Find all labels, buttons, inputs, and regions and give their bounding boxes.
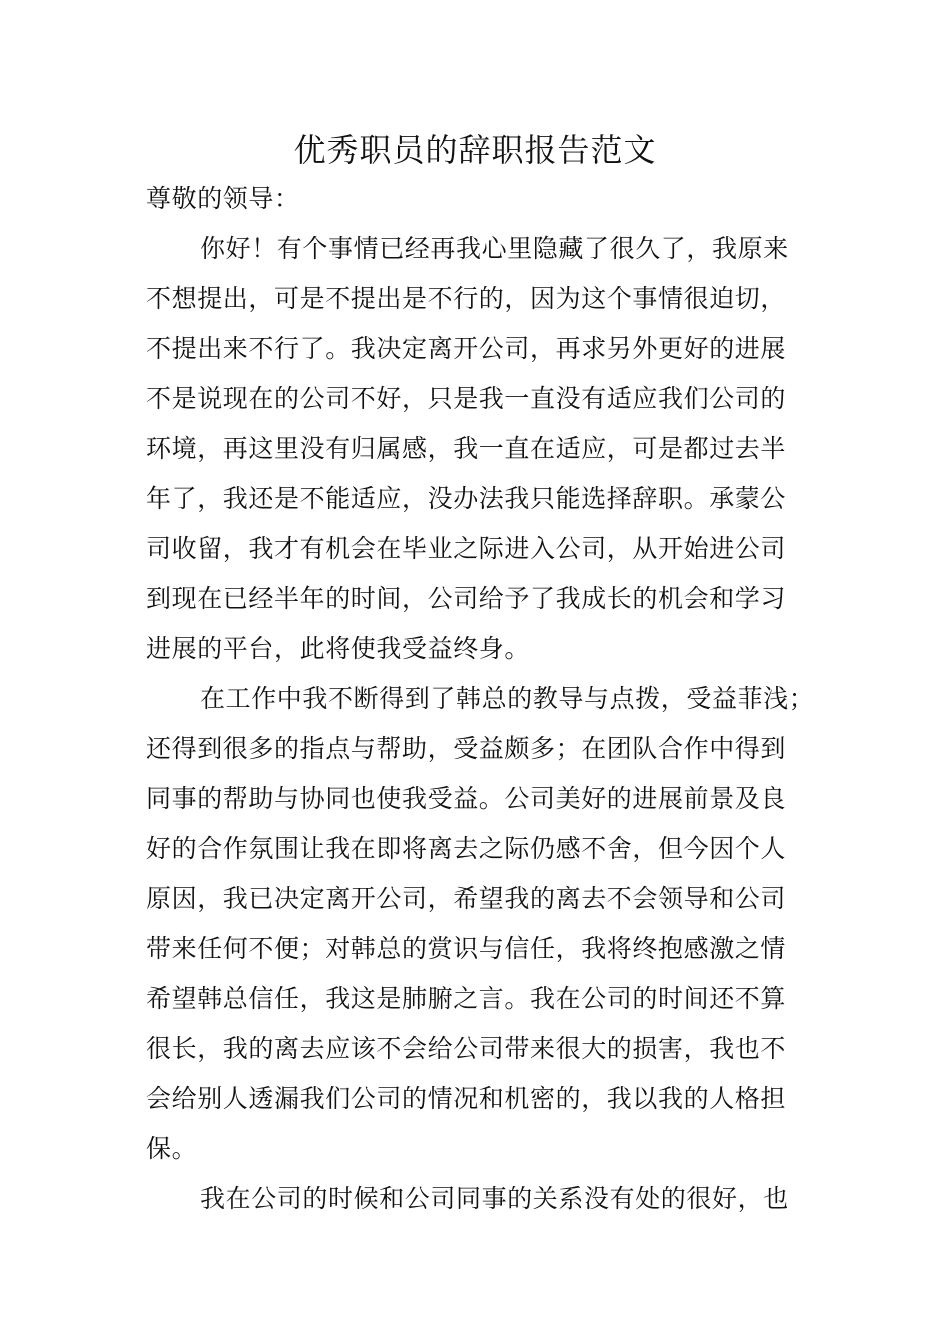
paragraph-line: 同事的帮助与协同也使我受益。公司美好的进展前景及良 [146,784,787,813]
paragraph-line: 好的合作氛围让我在即将离去之际仍感不舍，但今因个人 [146,834,787,863]
paragraph-line: 不想提出，可是不提出是不行的，因为这个事情很迫切， [146,284,787,313]
paragraph-line: 年了，我还是不能适应，没办法我只能选择辞职。承蒙公 [146,484,787,513]
paragraph-line: 希望韩总信任，我这是肺腑之言。我在公司的时间还不算 [146,984,787,1013]
paragraph-line: 会给别人透漏我们公司的情况和机密的，我以我的人格担 [146,1084,787,1113]
salutation: 尊敬的领导： [146,184,300,213]
paragraph-line: 不是说现在的公司不好，只是我一直没有适应我们公司的 [146,384,787,413]
paragraph-line: 带来任何不便；对韩总的赏识与信任，我将终抱感激之情 [146,934,787,963]
paragraph-line: 司收留，我才有机会在毕业之际进入公司，从开始进公司 [146,534,787,563]
paragraph-line: 很长，我的离去应该不会给公司带来很大的损害，我也不 [146,1034,787,1063]
document-title: 优秀职员的辞职报告范文 [293,131,657,169]
paragraph-line: 还得到很多的指点与帮助，受益颇多；在团队合作中得到 [146,734,787,763]
paragraph-line: 不提出来不行了。我决定离开公司，再求另外更好的进展 [146,334,787,363]
paragraph-line: 保。 [146,1134,198,1163]
paragraph-line: 你好！有个事情已经再我心里隐藏了很久了，我原来 [200,234,789,263]
paragraph-line: 环境，再这里没有归属感，我一直在适应，可是都过去半 [146,434,787,463]
paragraph-line: 进展的平台，此将使我受益终身。 [146,634,531,663]
paragraph-line: 原因，我已决定离开公司，希望我的离去不会领导和公司 [146,884,787,913]
paragraph-line: 我在公司的时候和公司同事的关系没有处的很好，也 [200,1184,789,1213]
paragraph-line: 到现在已经半年的时间，公司给予了我成长的机会和学习 [146,584,787,613]
paragraph-line: 在工作中我不断得到了韩总的教导与点拨，受益菲浅； [200,684,815,713]
